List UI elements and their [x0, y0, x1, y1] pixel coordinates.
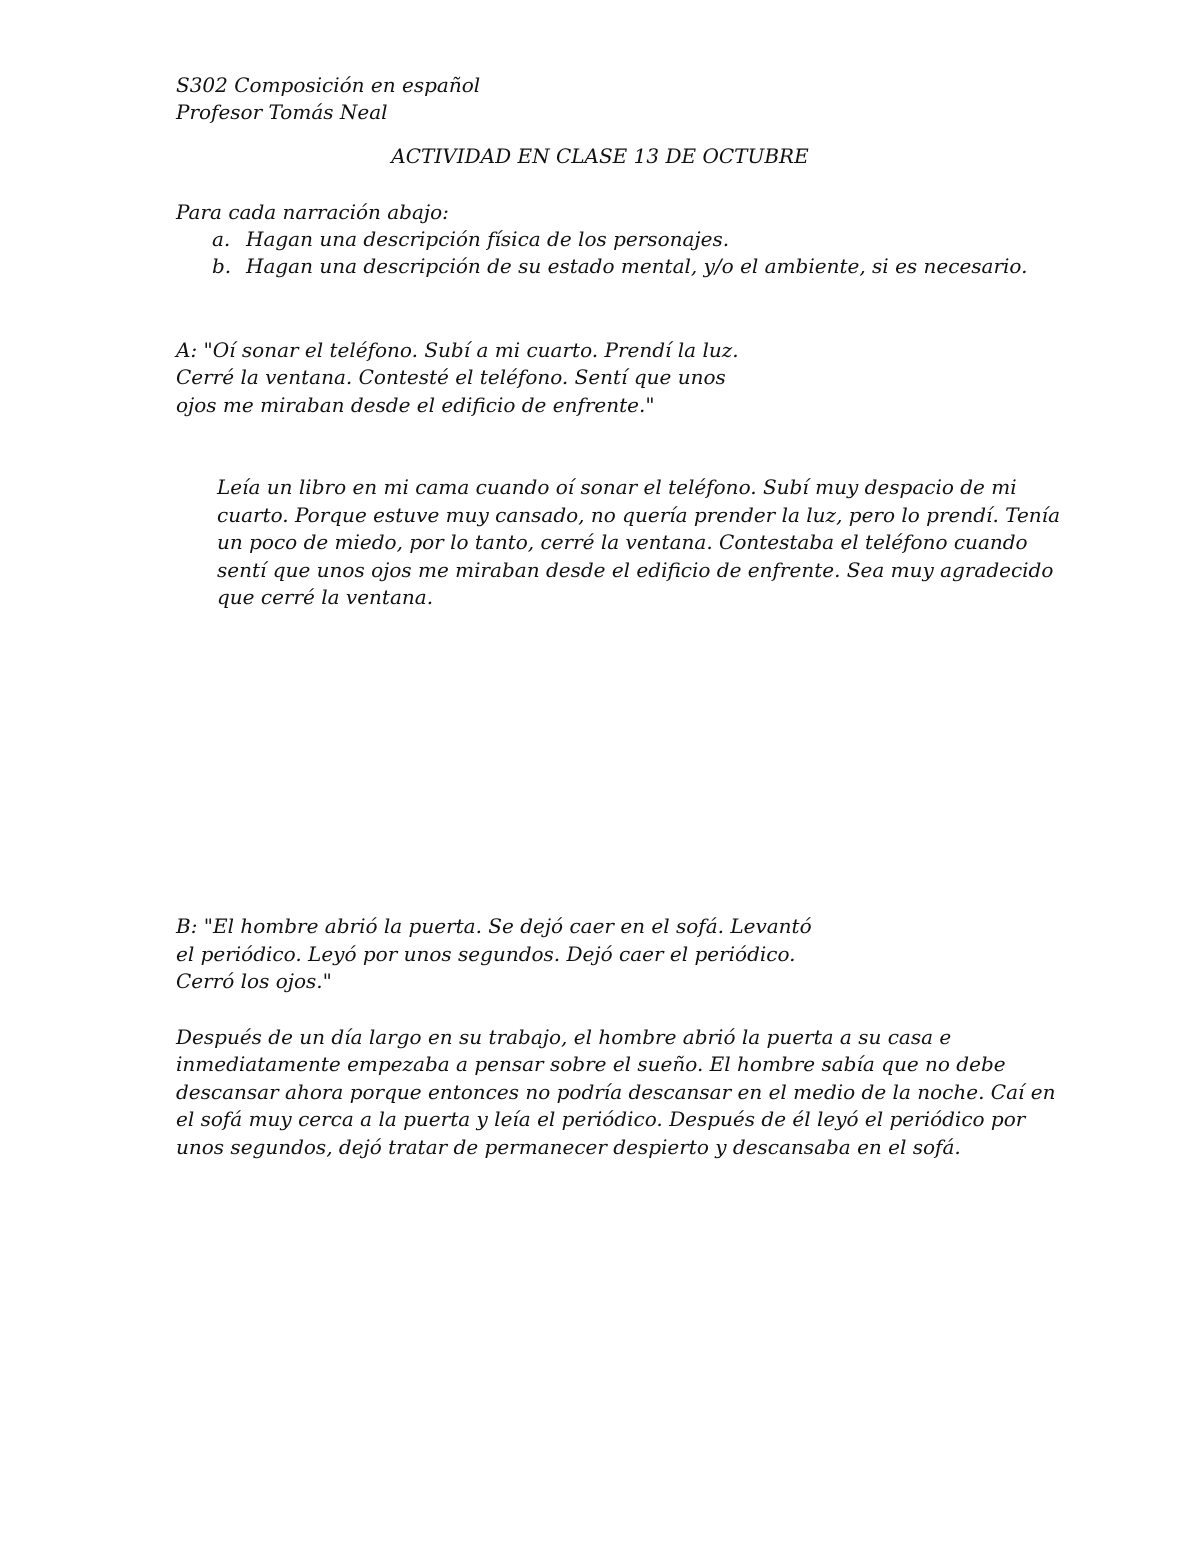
response-line: Leía un libro en mi cama cuando oí sonar el teléfono. Subí muy despacio de mi [217, 475, 1017, 499]
page-title: ACTIVIDAD EN CLASE 13 DE OCTUBRE [391, 144, 809, 168]
list-item-text: Hagan una descripción física de los personajes. [246, 227, 730, 251]
prompt-line: ojos me miraban desde el edificio de enfrente." [176, 393, 655, 417]
prompt-line: Cerré la ventana. Contesté el teléfono. Sentí que unos [176, 365, 726, 389]
course-title: S302 Composición en español [176, 73, 481, 97]
response-line: que cerré la ventana. [217, 585, 434, 609]
response-line: unos segundos, dejó tratar de permanecer despierto y descansaba en el sofá. [176, 1135, 961, 1159]
response-line: inmediatamente empezaba a pensar sobre el sueño. El hombre sabía que no debe [176, 1052, 1006, 1076]
response-line: un poco de miedo, por lo tanto, cerré la ventana. Contestaba el teléfono cuando [217, 530, 1028, 554]
prompt-line: B: "El hombre abrió la puerta. Se dejó caer en el sofá. Levantó [176, 914, 812, 938]
list-marker: a. [212, 227, 231, 251]
prompt-line: Cerró los ojos." [176, 969, 332, 993]
response-line: el sofá muy cerca a la puerta y leía el periódico. Después de él leyó el periódico por [176, 1107, 1026, 1131]
prompt-line: el periódico. Leyó por unos segundos. Dejó caer el periódico. [176, 942, 796, 966]
response-line: cuarto. Porque estuve muy cansado, no quería prender la luz, pero lo prendí. Tenía [217, 503, 1060, 527]
response-line: Después de un día largo en su trabajo, el hombre abrió la puerta a su casa e [176, 1025, 952, 1049]
instructions-intro: Para cada narración abajo: [176, 200, 449, 224]
list-marker: b. [212, 254, 232, 278]
professor-name: Profesor Tomás Neal [176, 100, 388, 124]
response-line: descansar ahora porque entonces no podría descansar en el medio de la noche. Caí en [176, 1080, 1056, 1104]
list-item-text: Hagan una descripción de su estado mental, y/o el ambiente, si es necesario. [246, 254, 1028, 278]
response-line: sentí que unos ojos me miraban desde el edificio de enfrente. Sea muy agradecido [217, 558, 1054, 582]
prompt-line: A: "Oí sonar el teléfono. Subí a mi cuarto. Prendí la luz. [176, 338, 739, 362]
